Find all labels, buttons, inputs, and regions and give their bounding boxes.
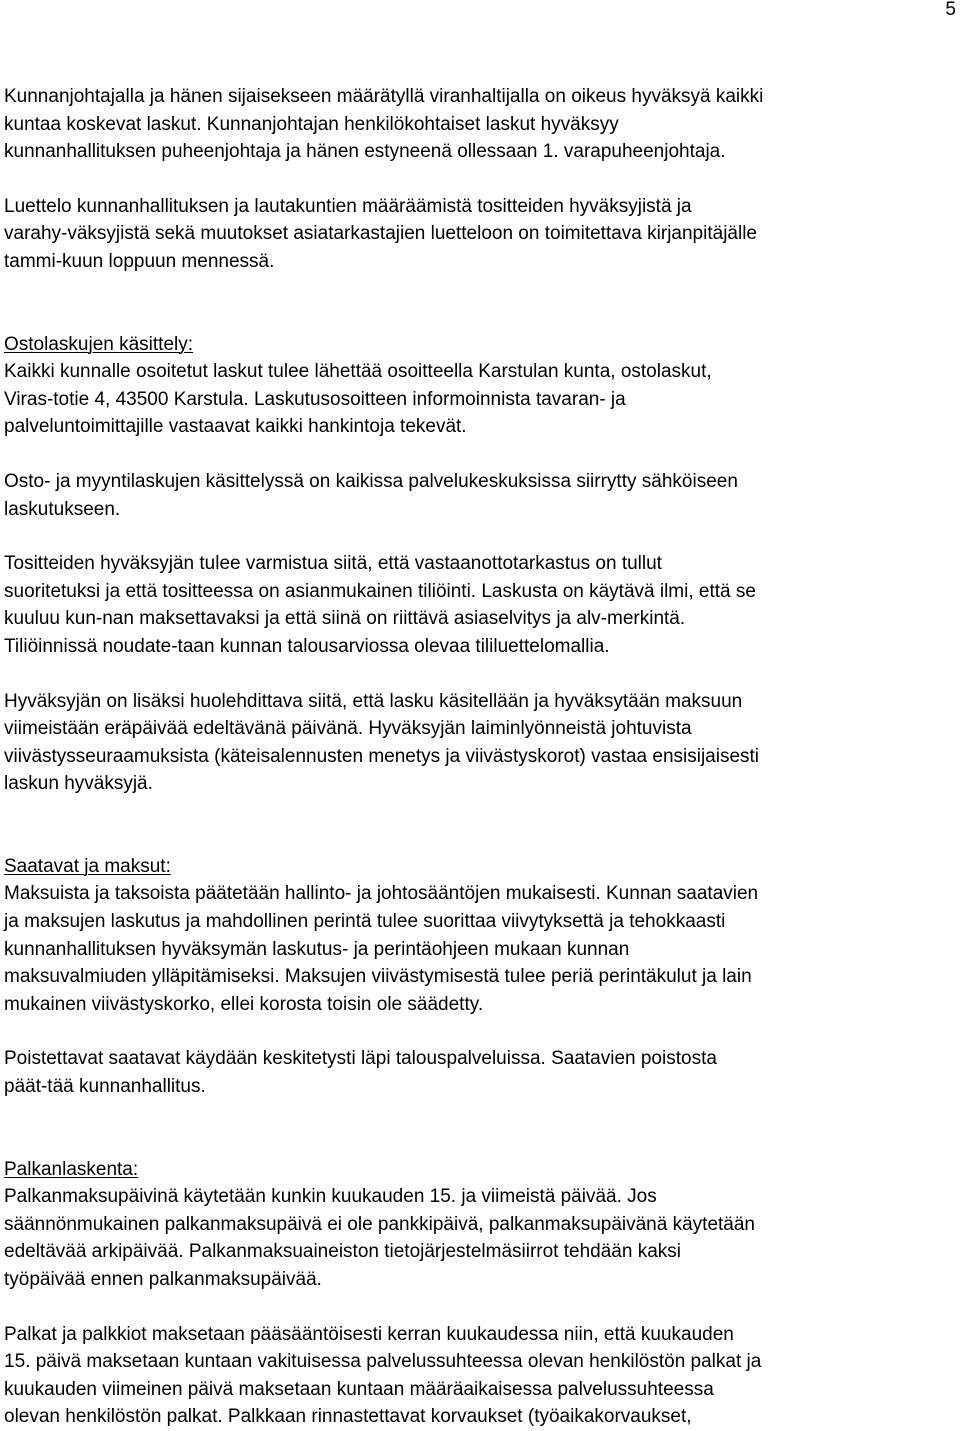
section-heading: Saatavat ja maksut: — [4, 855, 171, 877]
paragraph-write-offs — [4, 1045, 952, 1100]
text-line: edeltävää arkipäivää. Palkanmaksuaineiston tietojärjestelmäsiirrot tehdään kaksi — [4, 1241, 681, 1263]
paragraph-approval-rights — [4, 83, 952, 166]
text-line: Viras-totie 4, 43500 Karstula. Laskutusosoitteen informoinnista tavaran- ja — [4, 388, 626, 410]
text-line: Tiliöinnissä noudate-taan kunnan talousarviossa olevaa tililuettelomallia. — [4, 635, 610, 657]
paragraph-salary-payment — [4, 1321, 952, 1431]
section-heading: Palkanlaskenta: — [4, 1158, 139, 1180]
paragraph-payment-deadline — [4, 688, 952, 798]
paragraph-approver-list — [4, 193, 952, 276]
text-line: kuntaa koskevat laskut. Kunnanjohtajan henkilökohtaiset laskut hyväksyy — [4, 113, 619, 135]
text-line: Osto- ja myyntilaskujen käsittelyssä on kaikissa palvelukeskuksissa siirrytty sähköiseen — [4, 470, 738, 492]
paragraph-e-invoicing — [4, 468, 952, 523]
text-line: viimeistään eräpäivää edeltävänä päivänä. Hyväksyjän laiminlyönneistä johtuvista — [4, 718, 692, 740]
text-line: päät-tää kunnanhallitus. — [4, 1076, 206, 1098]
text-line: Poistettavat saatavat käydään keskitetysti läpi talouspalveluissa. Saatavien poistosta — [4, 1048, 717, 1070]
text-line: Tositteiden hyväksyjän tulee varmistua siitä, että vastaanottotarkastus on tullut — [4, 553, 662, 575]
text-line: Kunnanjohtajalla ja hänen sijaisekseen määrätyllä viranhaltijalla on oikeus hyväksyä kaikki — [4, 86, 764, 107]
text-line: Palkat ja palkkiot maksetaan pääsääntöisesti kerran kuukaudessa niin, että kuukauden — [4, 1323, 734, 1345]
section-heading: Ostolaskujen käsittely: — [4, 333, 194, 355]
section-payroll — [4, 1156, 952, 1294]
text-line: Kaikki kunnalle osoitetut laskut tulee lähettää osoitteella Karstulan kunta, ostolaskut, — [4, 361, 712, 383]
text-line: työpäivää ennen palkanmaksupäivää. — [4, 1269, 322, 1290]
text-line: Palkanmaksupäivinä käytetään kunkin kuukauden 15. ja viimeistä päivää. Jos — [4, 1186, 657, 1208]
text-line: laskutukseen. — [4, 498, 121, 520]
document-body — [4, 83, 952, 1431]
text-line: laskun hyväksyjä. — [4, 773, 153, 795]
text-line: Hyväksyjän on lisäksi huolehdittava siitä, että lasku käsitellään ja hyväksytään maksuun — [4, 690, 743, 712]
text-line: varahy-väksyjistä sekä muutokset asiatarkastajien luetteloon on toimitettava kirjanpitäjälle — [4, 223, 757, 245]
section-purchase-invoices — [4, 331, 952, 441]
text-line: säännönmukainen palkanmaksupäivä ei ole pankkipäivä, palkanmaksupäivänä käytetään — [4, 1213, 755, 1235]
text-line: kuuluu kun-nan maksettavaksi ja että siinä on riittävä asiaselvitys ja alv-merkintä. — [4, 608, 686, 630]
text-line: suoritetuksi ja että tositteessa on asianmukainen tiliöinti. Laskusta on käytävä ilmi, että se — [4, 580, 756, 602]
text-line: palveluntoimittajille vastaavat kaikki hankintoja tekevät. — [4, 416, 467, 438]
paragraph-approver-duties — [4, 550, 952, 660]
text-line: viivästysseuraamuksista (käteisalennusten menetys ja viivästyskorot) vastaa ensisijaisesti — [4, 745, 760, 767]
text-line: ja maksujen laskutus ja mahdollinen perintä tulee suorittaa viivytyksettä ja tehokkaasti — [4, 911, 726, 933]
text-line: kuukauden viimeinen päivä maksetaan kuntaan määräaikaisessa palvelussuhteessa — [4, 1378, 714, 1400]
text-line: 15. päivä maksetaan kuntaan vakituisessa palvelussuhteessa olevan henkilöstön palkat ja — [4, 1351, 762, 1373]
text-line: Luettelo kunnanhallituksen ja lautakuntien määräämistä tositteiden hyväksyjistä ja — [4, 195, 692, 217]
text-line: mukainen viivästyskorko, ellei korosta toisin ole säädetty. — [4, 993, 484, 1015]
text-line: tammi-kuun loppuun mennessä. — [4, 250, 275, 272]
text-line: olevan henkilöstön palkat. Palkkaan rinnastettavat korvaukset (työaikakorvaukset, — [4, 1406, 692, 1428]
text-line: kunnanhallituksen hyväksymän laskutus- ja perintäohjeen mukaan kunnan — [4, 938, 630, 960]
text-line: Maksuista ja taksoista päätetään hallinto- ja johtosääntöjen mukaisesti. Kunnan saatavien — [4, 883, 759, 905]
text-line: maksuvalmiuden ylläpitämiseksi. Maksujen viivästymisestä tulee periä perintäkulut ja lain — [4, 966, 752, 988]
section-receivables — [4, 853, 952, 1019]
page-number: 5 — [945, 0, 956, 20]
text-line: kunnanhallituksen puheenjohtaja ja hänen estyneenä ollessaan 1. varapuheenjohtaja. — [4, 141, 726, 163]
